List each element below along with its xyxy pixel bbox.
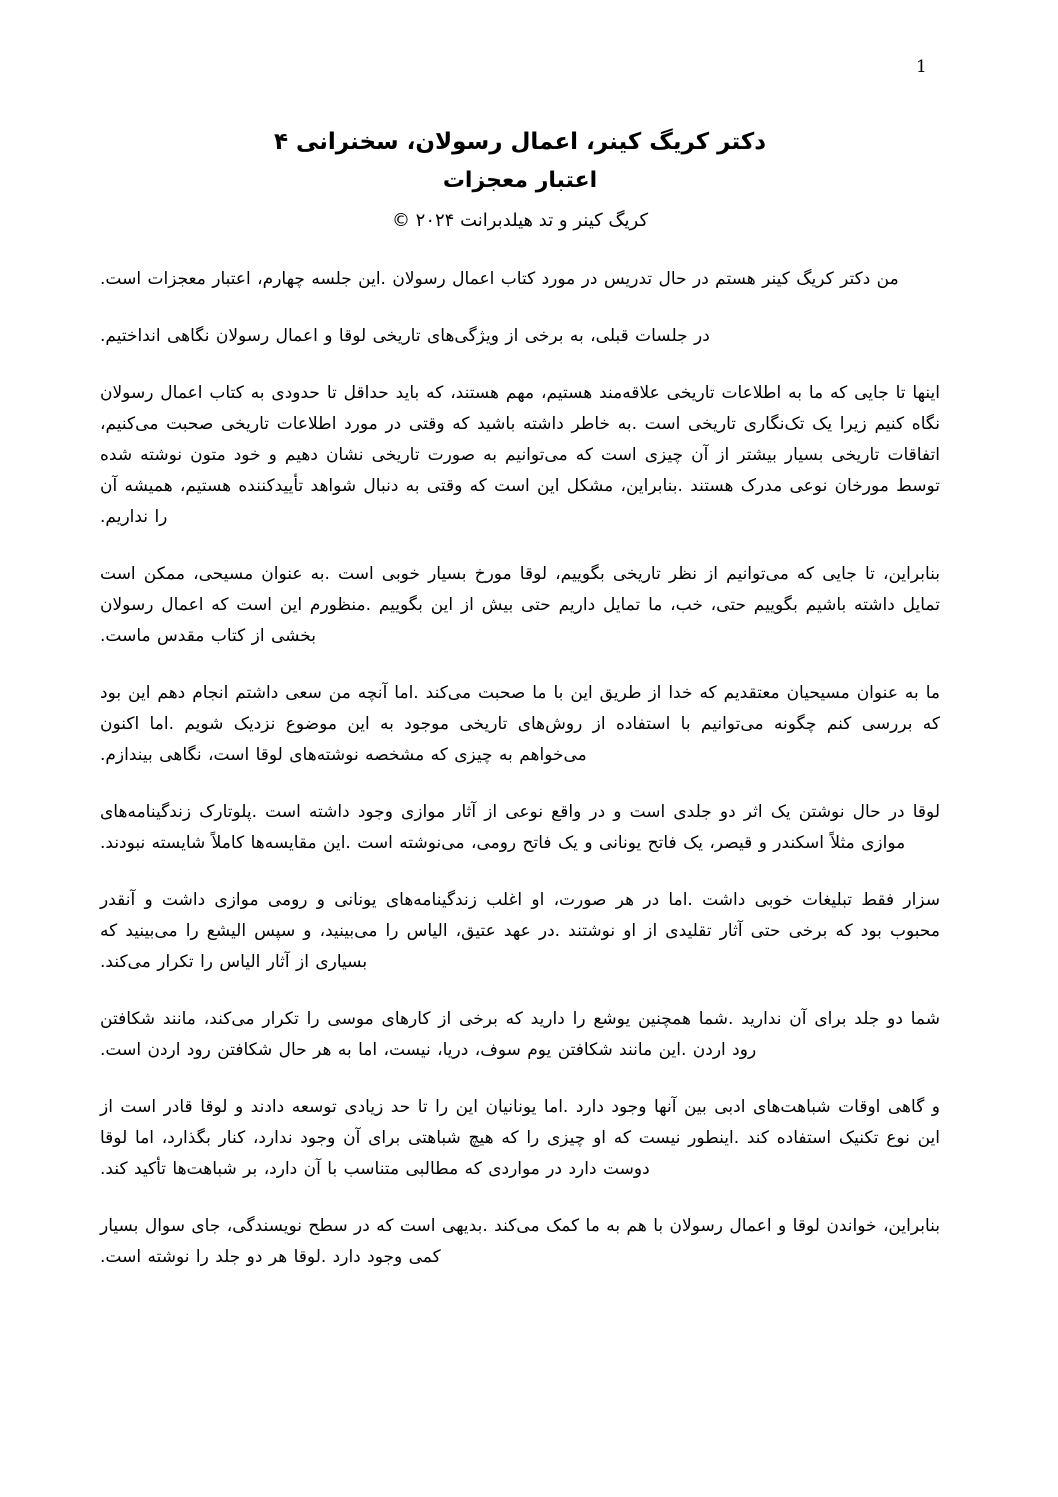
paragraph-5: ما به عنوان مسیحیان معتقدیم که خدا از طریق این با ما صحبت می‌کند .اما آنچه من سعی داشتم انجام دهم این بود که بررسی کنم چگونه می‌توانیم با استفاده از روش‌های تاریخی موجود به این موضوع نزدیک شویم .اما اکنون می‌خواهم به چیزی که مشخصه نوشته‌های لوقا است، نگاهی بیندازم.‏ (100, 683, 940, 765)
paragraph-8: شما دو جلد برای آن ندارید .شما همچنین یوشع را دارید که برخی از کارهای موسی را تکرار می‌کند، مانند شکافتن رود اردن .این مانند شکافتن یوم سوف، دریا، نیست، اما به هر حال شکافتن رود اردن است.‏ (100, 1009, 940, 1060)
paragraph-9: و گاهی اوقات شباهت‌های ادبی بین آنها وجود دارد .اما یونانیان این را تا حد زیادی توسعه دادند و لوقا قادر است از این نوع تکنیک استفاده کند .اینطور نیست که او چیزی را که هیچ شباهتی برای آن وجود ندارد، کنار بگذارد، اما لوقا دوست دارد در مواردی که مطالبی متناسب با آن دارد، بر شباهت‌ها تأکید کند.‏ (100, 1097, 940, 1179)
paragraph-1: من دکتر کریگ کینر هستم در حال تدریس در مورد کتاب اعمال رسولان .این جلسه چهارم، اعتبار معجزات است.‏ (100, 269, 899, 289)
paragraph-6: لوقا در حال نوشتن یک اثر دو جلدی است و در واقع نوعی از آثار موازی وجود داشته است .پلوتارک زندگینامه‌های موازی مثلاً اسکندر و قیصر، یک فاتح یونانی و یک فاتح رومی، می‌نوشته است .این مقایسه‌ها کاملاً شایسته نبودند.‏ (100, 802, 940, 853)
paragraph-2: در جلسات قبلی، به برخی از ویژگی‌های تاریخی لوقا و اعمال رسولان نگاهی انداختیم.‏ (100, 326, 710, 346)
paragraph-4: بنابراین، تا جایی که می‌توانیم از نظر تاریخی بگوییم، لوقا مورخ بسیار خوبی است .به عنوان مسیحی، ممکن است تمایل داشته باشیم بگوییم حتی، خب، ما تمایل داریم حتی بیش از این بگوییم .منظورم این است که اعمال رسولان بخشی از کتاب مقدس ماست.‏ (100, 564, 940, 646)
title-block (100, 124, 940, 236)
paragraph-10: بنابراین، خواندن لوقا و اعمال رسولان با هم به ما کمک می‌کند .بدیهی است که در سطح نویسندگی، جای سوال بسیار کمی وجود دارد .لوقا هر دو جلد را نوشته است.‏ (100, 1216, 940, 1267)
page-number: 1 (916, 57, 927, 77)
page-content (100, 124, 940, 1299)
document-title-line-2: اعتبار معجزات (442, 168, 598, 193)
copyright-line: کریگ کینر و تد هیلدبرانت ۲۰۲۴ © (391, 210, 649, 231)
document-body (100, 264, 940, 1273)
document-title-line-1: دکتر کریگ کینر، اعمال رسولان، سخنرانی ۴ (273, 129, 767, 155)
paragraph-7: سزار فقط تبلیغات خوبی داشت .اما در هر صورت، او اغلب زندگینامه‌های یونانی و رومی موازی داشت و آنقدر محبوب بود که برخی حتی آثار تقلیدی از او نوشتند .در عهد عتیق، الیاس را می‌بینید، و سپس الیشع را می‌بینید که بسیاری از آثار الیاس را تکرار می‌کند.‏ (100, 890, 940, 972)
paragraph-3: اینها تا جایی که ما به اطلاعات تاریخی علاقه‌مند هستیم، مهم هستند، که باید حداقل تا حدودی به کتاب اعمال رسولان نگاه کنیم زیرا یک تک‌نگاری تاریخی است .به خاطر داشته باشید که وقتی در مورد اطلاعات تاریخی صحبت می‌کنیم، اتفاقات تاریخی بسیار بیشتر از آن چیزی است که می‌توانیم به صورت تاریخی نشان دهیم و خود متون نوشته شده توسط مورخان نوعی مدرک هستند .بنابراین، مشکل این است که وقتی به دنبال شواهد تأییدکننده هستیم، همیشه آن را نداریم.‏ (100, 383, 940, 527)
